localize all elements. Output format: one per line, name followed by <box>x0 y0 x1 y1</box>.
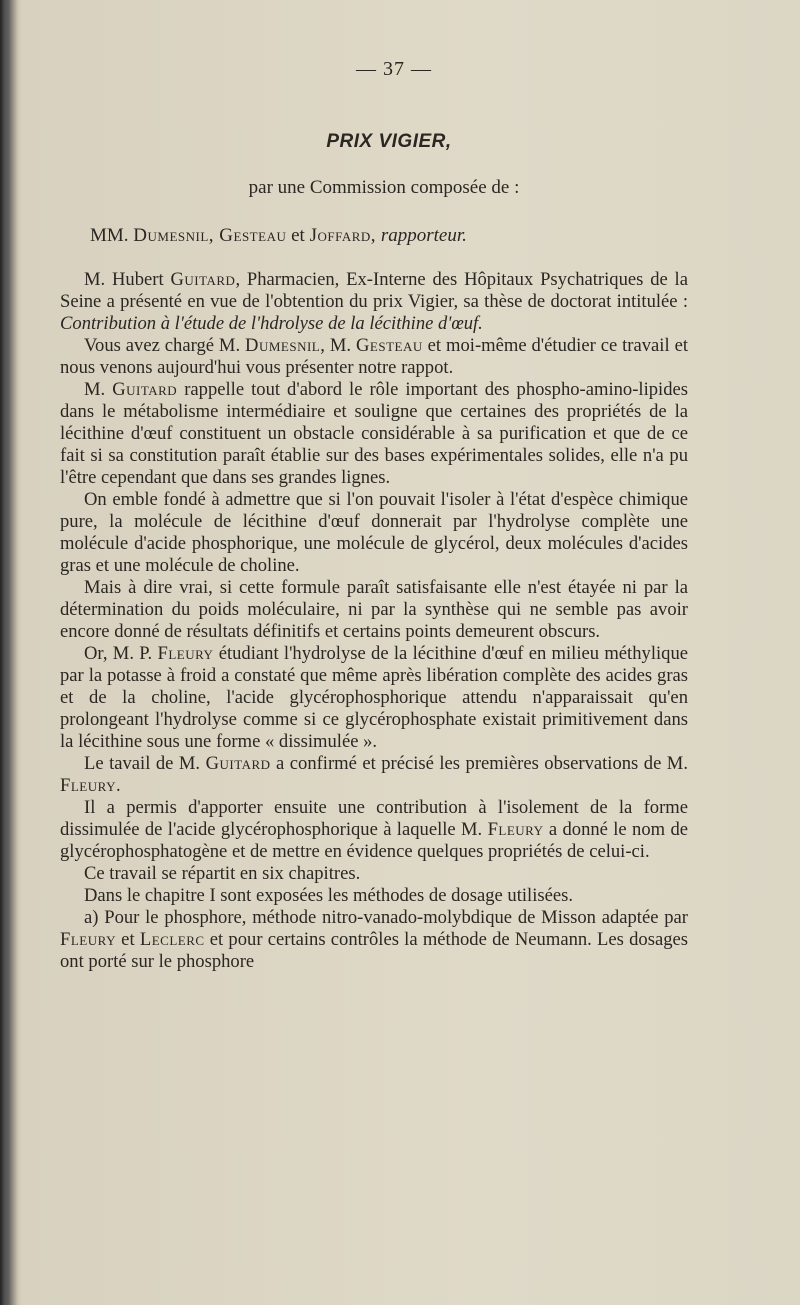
page-content <box>60 58 688 973</box>
author-name: Fleury <box>60 929 116 950</box>
rapporteurs-line <box>90 225 688 247</box>
paragraph-text: Mais à dire vrai, si cette formule paraît satisfaisante elle n'est étayée ni par la détermination du poids moléculaire, ni par la synthèse qui ne semble pas avoir encore donné de résultats définitifs et certains points demeurent obscurs. <box>60 577 688 642</box>
thesis-title: Contribution à l'étude de l'hdrolyse de la lécithine d'œuf. <box>60 313 483 334</box>
paragraph-text: a donné le nom de glycérophosphatogène et de mettre en évidence quelques propriétés de celui-ci. <box>60 819 688 862</box>
page-number: — 37 — <box>356 58 432 80</box>
author-name: Fleury <box>487 819 544 840</box>
report-body <box>60 269 688 973</box>
body-paragraph <box>60 643 688 753</box>
author-name: Guitard <box>112 379 178 400</box>
author-name: Fleury <box>157 643 214 664</box>
binding-shadow <box>0 0 18 1305</box>
paragraph-text: , Pharmacien, Ex-Interne des Hôpitaux Psychatriques de la Seine a présenté en vue de l'obtention du prix Vigier, sa thèse de doctorat intitulée : <box>60 269 688 312</box>
paragraph-text: . <box>115 775 121 796</box>
paragraph-text: a) Pour le phosphore, méthode nitro-vanado-molybdique de Misson adaptée par <box>84 907 688 928</box>
paragraph-text: Or, M. P. <box>84 643 158 664</box>
body-paragraph <box>60 335 688 379</box>
author-name: Gesteau <box>355 335 423 356</box>
paragraph-text: et moi-même d'étudier ce travail et nous venons aujourd'hui vous présenter notre rappot. <box>60 335 688 378</box>
author-name: Guitard <box>170 269 236 290</box>
paragraph-text: et <box>115 929 140 950</box>
body-paragraph <box>60 863 688 885</box>
paragraph-text: On emble fondé à admettre que si l'on pouvait l'isoler à l'état d'espèce chimique pure, la molécule de lécithine d'œuf donnerait par l'hydrolyse complète une molécule d'acide phosphorique, une molécule de glycérol, deux molécules d'acides gras et une molécule de choline. <box>60 489 688 576</box>
body-paragraph <box>60 269 688 335</box>
body-paragraph <box>60 379 688 489</box>
body-paragraph <box>60 885 688 907</box>
rapporteurs-prefix: MM. <box>90 225 134 246</box>
paragraph-text: Le tavail de M. <box>84 753 206 774</box>
rapporteur-name: Joffard, <box>309 225 377 246</box>
rapporteur-role: rapporteur. <box>380 225 467 246</box>
paragraph-text: , M. <box>320 335 356 356</box>
author-name: Fleury <box>60 775 116 796</box>
paragraph-text: Il a permis d'apporter ensuite une contribution à l'isolement de la forme dissimulée de l'acide glycérophosphorique à laquelle M. <box>60 797 688 840</box>
paragraph-text: M. <box>84 379 113 400</box>
paragraph-text: a confirmé et précisé les premières observations de M. <box>270 753 688 774</box>
paragraph-text: Ce travail se répartit en six chapitres. <box>84 863 361 884</box>
body-paragraph <box>60 797 688 863</box>
committee-line: par une Commission composée de : <box>248 177 520 198</box>
rapporteurs-connector: et <box>286 225 310 246</box>
prize-title: PRIX VIGIER, <box>326 131 452 152</box>
body-paragraph <box>60 577 688 643</box>
paragraph-text: et pour certains contrôles la méthode de Neumann. Les dosages ont porté sur le phosphore <box>60 929 688 972</box>
rapporteurs-names: Dumesnil, Gesteau <box>133 225 287 246</box>
paragraph-text: M. Hubert <box>84 269 171 290</box>
author-name: Guitard <box>205 753 271 774</box>
author-name: Leclerc <box>139 929 205 950</box>
paragraph-text: étudiant l'hydrolyse de la lécithine d'œuf en milieu méthylique par la potasse à froid a constaté que même après libération complète des acides gras et de la choline, l'acide glycérophosphorique attendu n'apparaissait qu'en prolongeant l'hydrolyse comme si ce glycérophosphate existait primitivement dans la lécithine sous une forme « dissimulée ». <box>60 643 688 752</box>
paragraph-text: rappelle tout d'abord le rôle important des phospho-amino-lipides dans le métabolisme intermédiaire et souligne que certaines des propriétés de la lécithine d'œuf constituent un obstacle considérable à sa purification et que de ce fait si sa constitution paraît établie sur des bases expérimentales solides, elle n'a pu l'être cependant que dans ses grandes lignes. <box>60 379 688 488</box>
body-paragraph <box>60 489 688 577</box>
body-paragraph <box>60 907 688 973</box>
author-name: Dumesnil <box>245 335 321 356</box>
paragraph-text: Vous avez chargé M. <box>84 335 246 356</box>
body-paragraph <box>60 753 688 797</box>
paragraph-text: Dans le chapitre I sont exposées les méthodes de dosage utilisées. <box>84 885 573 906</box>
